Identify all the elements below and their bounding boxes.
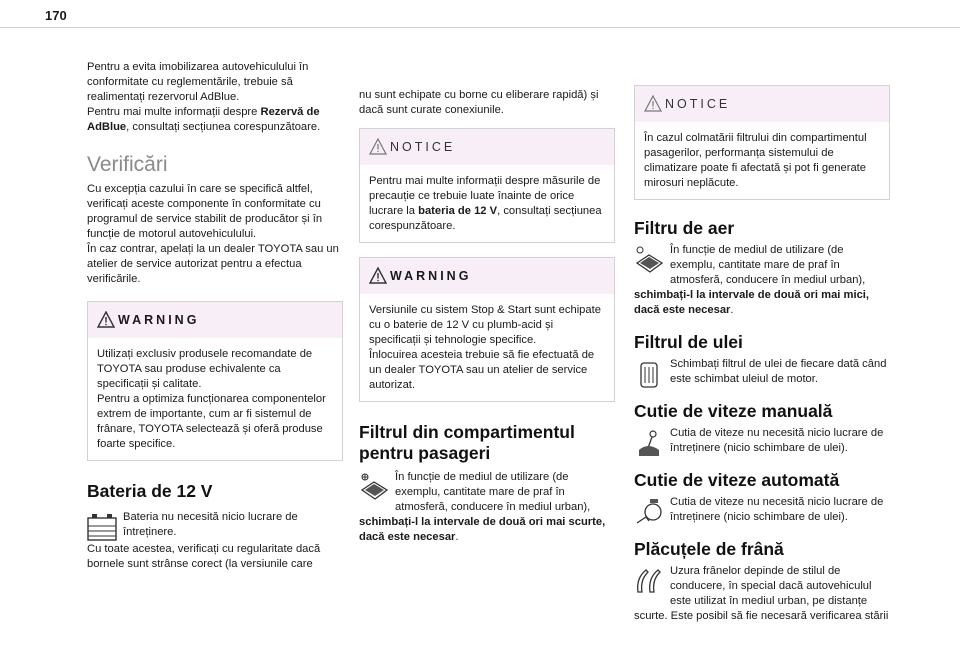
baterie-continued-text: nu sunt echipate cu borne cu eliberare rapidă) și dacă sunt curate conexiunile. [359, 89, 599, 116]
warning-box-1 [87, 301, 343, 461]
notice-1-text: Pentru mai multe informații despre măsurile de precauție ce trebuie luate înainte de orice lucrare la bateria de 12 V, consultați secțiunea corespunzătoare. [369, 175, 602, 232]
baterie-text-1: Bateria nu necesită nicio lucrare de întreținere. [123, 511, 298, 538]
warning-label-1: WARNING [118, 312, 200, 327]
warning-2-text-1: Versiunile cu sistem Stop & Start sunt echipate cu o baterie de 12 V cu plumb-acid și specificații și tehnologie specifice. [369, 304, 601, 346]
filtru-compartiment-heading: Filtrul din compartimentul pentru pasageri [359, 422, 575, 463]
automatic-gearbox-icon [634, 497, 664, 527]
adblue-ref-bold: Rezervă de AdBlue [87, 106, 320, 133]
cutie-manuala-heading: Cutie de viteze manuală [634, 401, 833, 421]
warning-2-text-2: Înlocuirea acesteia trebuie să fie efectuată de un dealer TOYOTA sau un atelier de service autorizat. [369, 349, 595, 391]
warning-triangle-icon [369, 267, 387, 284]
notice-label-1: NOTICE [390, 139, 456, 154]
warning-box-2 [359, 257, 615, 402]
warning-triangle-icon [97, 311, 115, 328]
placute-text: Uzura frânelor depinde de stilul de conducere, în special dacă autovehiculul este utilizat în mediul urban, pe distanțe scurte. Este posibil să fie necesară verificarea stării [634, 565, 889, 622]
placute-heading: Plăcuțele de frână [634, 539, 784, 559]
column-3 [634, 85, 890, 624]
column-1 [87, 60, 343, 572]
verificari-heading: Verificări [87, 153, 168, 176]
brake-pads-icon [634, 566, 664, 596]
adblue-ref-text: Pentru mai multe informații despre Rezervă de AdBlue, consultați secțiunea corespunzătoare. [87, 106, 321, 133]
verificari-text-1: Cu excepția cazului în care se specifică altfel, verificați aceste componente în conformitate cu programul de service stabilit de producător și în funcție de motorul autovehiculului. [87, 183, 323, 240]
manual-gearbox-icon [634, 428, 664, 458]
baterie-text-2: Cu toate acestea, verificați cu regularitate dacă bornele sunt strânse corect (la versiunile care [87, 543, 321, 570]
cutie-automata-text: Cutia de viteze nu necesită nicio lucrare de întreținere (nicio schimbare de ulei). [670, 496, 884, 523]
verificari-text-2: În caz contrar, apelați la un dealer TOYOTA sau un atelier de service autorizat pentru a efectua verificările. [87, 243, 339, 285]
filtru-aer-text: În funcție de mediul de utilizare (de exemplu, cantitate mare de praf în atmosferă, conducere în mediul urban), schimbați-l la intervale de două ori mai mici, dacă este necesar. [634, 244, 870, 316]
notice-header-2 [635, 86, 889, 122]
notice-triangle-icon [644, 95, 662, 112]
filtru-ulei-heading: Filtrul de ulei [634, 332, 743, 352]
cutie-manuala-text: Cutia de viteze nu necesită nicio lucrare de întreținere (nicio schimbare de ulei). [670, 427, 884, 454]
baterie-heading: Bateria de 12 V [87, 481, 213, 501]
warning-1-text-2: Pentru a optimiza funcționarea componentelor extrem de importante, cum ar fi sistemul de frânare, TOYOTA selectează și oferă produse foarte specifice. [97, 393, 326, 450]
oil-filter-icon [634, 359, 664, 389]
battery-icon [87, 512, 117, 542]
page-number: 170 [45, 8, 67, 23]
warning-label-2: WARNING [390, 268, 472, 283]
top-divider [0, 27, 960, 28]
notice-box-1 [359, 128, 615, 243]
filtru-ulei-text: Schimbați filtrul de ulei de fiecare dată când este schimbat uleiul de motor. [670, 358, 887, 385]
warning-header-2 [360, 258, 614, 294]
notice-2-text: În cazul colmatării filtrului din compartimentul pasagerilor, performanța sistemului de climatizare poate fi afectată și pot fi generate mirosuri neplăcute. [644, 132, 867, 189]
column-2 [359, 88, 615, 545]
air-filter-icon [634, 245, 664, 275]
cutie-automata-heading: Cutie de viteze automată [634, 470, 840, 490]
adblue-intro-text: Pentru a evita imobilizarea autovehiculului în conformitate cu reglementările, trebuie să realimentați rezervorul AdBlue. [87, 61, 309, 103]
notice-label-2: NOTICE [665, 96, 731, 111]
warning-header-1 [88, 302, 342, 338]
warning-1-text-1: Utilizați exclusiv produsele recomandate de TOYOTA sau produse echivalente ca specificații și calitate. [97, 348, 313, 390]
notice-triangle-icon [369, 138, 387, 155]
notice-box-2 [634, 85, 890, 200]
filtru-aer-heading: Filtru de aer [634, 218, 735, 238]
filtru-compartiment-text: În funcție de mediul de utilizare (de exemplu, cantitate mare de praf în atmosferă, conducere în mediul urban), schimbați-l la intervale de două ori mai scurte, dacă este necesar. [359, 471, 606, 543]
notice-header-1 [360, 129, 614, 165]
cabin-filter-icon [359, 472, 389, 502]
